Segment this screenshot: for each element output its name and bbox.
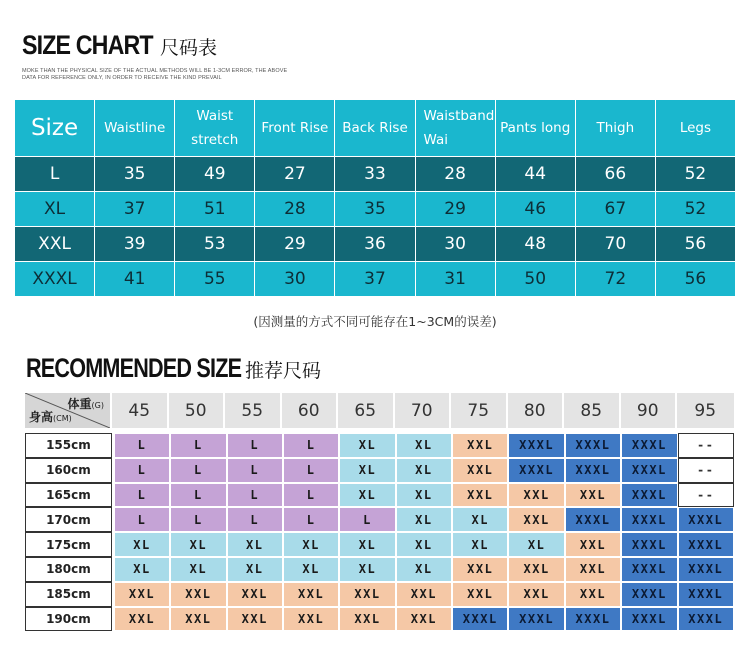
measurement-cell: 37	[95, 192, 175, 227]
size-label-cell: XXXL	[15, 262, 95, 297]
size-label-cell: L	[15, 157, 95, 192]
measurement-cell: 29	[415, 192, 495, 227]
recommended-size-cell: XXXL	[621, 458, 677, 483]
recommended-size-cell: XXXL	[508, 607, 564, 632]
measurement-cell: 72	[575, 262, 655, 297]
recommended-size-cell: XXL	[508, 507, 564, 532]
recommended-size-cell: XXL	[565, 582, 621, 607]
size-chart-title-cn: 尺码表	[160, 37, 218, 59]
header-thigh: Thigh	[575, 100, 655, 157]
recommended-size-cell: XL	[283, 557, 339, 582]
height-row-185cm	[25, 582, 734, 607]
weight-label-text: 体重	[67, 397, 92, 411]
recommended-size-cell: XXL	[508, 557, 564, 582]
recommended-size-cell: XL	[396, 557, 452, 582]
height-row-170cm	[25, 507, 734, 532]
recommended-size-cell: XXL	[452, 458, 508, 483]
height-row-155cm	[25, 433, 734, 458]
size-label-cell: XL	[15, 192, 95, 227]
recommended-size-cell: XL	[339, 532, 395, 557]
height-row-160cm	[25, 458, 734, 483]
recommended-size-cell: XXXL	[621, 433, 677, 458]
recommended-size-cell: L	[114, 433, 170, 458]
measurement-cell: 28	[415, 157, 495, 192]
recommended-size-cell: L	[170, 433, 226, 458]
recommended-size-cell: --	[678, 483, 734, 508]
recommended-size-cell: XXXL	[452, 607, 508, 632]
recommended-size-cell: XXL	[170, 607, 226, 632]
recommended-size-cell: XXXL	[565, 507, 621, 532]
recommended-size-cell: XXXL	[621, 607, 677, 632]
recommended-size-cell: XL	[339, 557, 395, 582]
height-row-190cm	[25, 607, 734, 632]
header-waist-stretch-text: Waist stretch	[191, 108, 239, 148]
recommended-size-cell: XXL	[339, 607, 395, 632]
recommended-size-cell: XXL	[283, 607, 339, 632]
recommended-size-cell: XL	[170, 532, 226, 557]
recommended-title-en: RECOMMENDED SIZE	[26, 353, 242, 383]
recommended-size-cell: L	[227, 483, 283, 508]
measurement-cell: 70	[575, 227, 655, 262]
measurement-cell: 44	[495, 157, 575, 192]
measurement-cell: 27	[255, 157, 335, 192]
size-chart-footnote: (因测量的方式不同可能存在1~3CM的误差)	[253, 314, 497, 329]
measurement-cell: 56	[655, 262, 735, 297]
height-cell: 170cm	[25, 507, 112, 532]
recommended-size-cell: XXL	[339, 582, 395, 607]
header-waistband	[415, 100, 495, 157]
weight-unit: (G)	[91, 401, 104, 410]
measurement-cell: 67	[575, 192, 655, 227]
weight-cell-65: 65	[338, 393, 395, 428]
recommended-size-cell: XXL	[114, 582, 170, 607]
recommended-size-cell: XL	[452, 532, 508, 557]
recommended-size-cell: L	[283, 458, 339, 483]
recommended-size-cell: L	[283, 507, 339, 532]
measurement-cell: 56	[655, 227, 735, 262]
recommended-size-cell: XXL	[227, 582, 283, 607]
recommended-size-cell: XXL	[396, 607, 452, 632]
measurement-cell: 30	[255, 262, 335, 297]
measurement-cell: 35	[95, 157, 175, 192]
recommended-size-cell: L	[227, 458, 283, 483]
height-row-180cm	[25, 557, 734, 582]
recommended-size-cell: XXL	[508, 582, 564, 607]
recommended-size-cell: XL	[508, 532, 564, 557]
recommended-size-cell: L	[283, 433, 339, 458]
recommended-size-cell: XXL	[283, 582, 339, 607]
recommended-size-cell: XL	[396, 532, 452, 557]
header-waistband-text: Waistband Wai	[423, 108, 495, 148]
recommended-size-cell: XL	[396, 433, 452, 458]
measurement-cell: 52	[655, 157, 735, 192]
recommended-title-cn: 推荐尺码	[245, 360, 322, 382]
recommended-size-cell: L	[170, 507, 226, 532]
recommended-size-cell: XL	[283, 532, 339, 557]
recommended-size-cell: XXXL	[621, 582, 677, 607]
measurement-cell: 50	[495, 262, 575, 297]
recommended-size-cell: XXXL	[621, 557, 677, 582]
height-cell: 180cm	[25, 557, 112, 582]
weight-cell-90: 90	[621, 393, 678, 428]
recommended-size-cell: XXXL	[678, 607, 734, 632]
size-chart-body	[15, 157, 736, 297]
measurement-cell: 37	[335, 262, 415, 297]
recommended-size-cell: XXL	[452, 433, 508, 458]
size-row-xxl	[15, 227, 736, 262]
recommended-size-cell: XXL	[396, 582, 452, 607]
weight-cell-75: 75	[451, 393, 508, 428]
header-waist-stretch	[175, 100, 255, 157]
recommended-size-cell: XXL	[170, 582, 226, 607]
size-chart-note: MOKE THAN THE PHYSICAL SIZE OF THE ACTUAL METHODS WILL BE 1-3CM ERROR, THE ABOVE DATA FOR REFERENCE ONLY, IN ORDER TO RECEIVE THE KIND PREVAIL	[22, 68, 288, 81]
measurement-cell: 28	[255, 192, 335, 227]
height-cell: 160cm	[25, 458, 112, 483]
height-cell: 190cm	[25, 607, 112, 632]
weight-cells	[112, 393, 734, 428]
recommended-size-cell: XXXL	[621, 507, 677, 532]
weight-cell-55: 55	[225, 393, 282, 428]
recommended-size-cell: L	[114, 507, 170, 532]
recommended-size-cell: --	[678, 433, 734, 458]
weight-cell-70: 70	[395, 393, 452, 428]
recommended-size-cell: XXL	[565, 557, 621, 582]
size-chart-table	[14, 99, 736, 297]
recommended-size-cell: L	[339, 507, 395, 532]
measurement-cell: 48	[495, 227, 575, 262]
recommended-size-cell: XL	[339, 433, 395, 458]
recommended-size-cell: XL	[396, 507, 452, 532]
measurement-cell: 36	[335, 227, 415, 262]
recommended-size-cell: XXL	[565, 532, 621, 557]
measurement-cell: 55	[175, 262, 255, 297]
recommended-size-cell: XL	[170, 557, 226, 582]
recommended-size-cell: XL	[396, 458, 452, 483]
height-row-165cm	[25, 483, 734, 508]
header-front-rise: Front Rise	[255, 100, 335, 157]
recommended-size-cell: XL	[339, 483, 395, 508]
recommended-size-cell: XXXL	[678, 532, 734, 557]
weight-cell-50: 50	[169, 393, 226, 428]
height-row-175cm	[25, 532, 734, 557]
header-back-rise: Back Rise	[335, 100, 415, 157]
size-row-l	[15, 157, 736, 192]
recommended-size-cell: XL	[114, 532, 170, 557]
weight-cell-80: 80	[508, 393, 565, 428]
recommended-size-cell: XXL	[452, 483, 508, 508]
height-cell: 185cm	[25, 582, 112, 607]
size-chart-title	[22, 30, 217, 70]
recommended-size-cell: XXL	[114, 607, 170, 632]
recommended-size-cell: XXXL	[678, 557, 734, 582]
recommended-size-cell: XXXL	[508, 458, 564, 483]
recommended-size-cell: L	[227, 507, 283, 532]
measurement-cell: 51	[175, 192, 255, 227]
measurement-cell: 49	[175, 157, 255, 192]
weight-header-row	[25, 393, 734, 428]
size-row-xxxl	[15, 262, 736, 297]
recommended-size-cell: XL	[114, 557, 170, 582]
measurement-cell: 41	[95, 262, 175, 297]
measurement-cell: 33	[335, 157, 415, 192]
measurement-cell: 31	[415, 262, 495, 297]
recommended-size-cell: L	[170, 483, 226, 508]
recommended-size-cell: XXXL	[565, 607, 621, 632]
recommendation-grid	[25, 433, 734, 631]
measurement-cell: 30	[415, 227, 495, 262]
size-label-cell: XXL	[15, 227, 95, 262]
weight-label	[68, 395, 104, 412]
measurement-cell: 52	[655, 192, 735, 227]
height-cell: 175cm	[25, 532, 112, 557]
recommended-size-cell: XXL	[227, 607, 283, 632]
height-label-text: 身高	[29, 410, 54, 424]
recommended-size-cell: XXL	[508, 483, 564, 508]
recommended-size-cell: XXL	[565, 483, 621, 508]
measurement-cell: 35	[335, 192, 415, 227]
recommended-size-cell: XXXL	[508, 433, 564, 458]
measurement-cell: 39	[95, 227, 175, 262]
recommended-size-cell: XL	[339, 458, 395, 483]
header-waistline: Waistline	[95, 100, 175, 157]
recommended-size-cell: XXXL	[678, 582, 734, 607]
size-chart-header-row	[15, 100, 736, 157]
measurement-cell: 29	[255, 227, 335, 262]
header-legs: Legs	[655, 100, 735, 157]
recommended-size-cell: XXXL	[565, 433, 621, 458]
recommended-size-cell: L	[227, 433, 283, 458]
recommended-size-cell: XL	[227, 532, 283, 557]
height-unit: (CM)	[53, 414, 72, 423]
size-chart-title-en: SIZE CHART	[22, 30, 153, 60]
recommended-size-cell: XXXL	[565, 458, 621, 483]
recommended-size-cell: XXXL	[621, 483, 677, 508]
weight-cell-60: 60	[282, 393, 339, 428]
height-cell: 165cm	[25, 483, 112, 508]
weight-cell-85: 85	[564, 393, 621, 428]
recommended-size-title	[26, 353, 321, 384]
height-cell: 155cm	[25, 433, 112, 458]
recommended-size-cell: XXL	[452, 582, 508, 607]
height-label	[29, 408, 72, 425]
recommended-size-cell: --	[678, 458, 734, 483]
recommended-size-cell: L	[114, 483, 170, 508]
recommended-size-cell: XL	[396, 483, 452, 508]
recommended-size-cell: L	[114, 458, 170, 483]
recommended-size-cell: XXXL	[678, 507, 734, 532]
measurement-cell: 46	[495, 192, 575, 227]
header-pants-long: Pants long	[495, 100, 575, 157]
recommended-size-cell: XL	[227, 557, 283, 582]
corner-cell	[25, 393, 112, 428]
measurement-cell: 66	[575, 157, 655, 192]
recommended-size-cell: XXXL	[621, 532, 677, 557]
recommended-size-cell: XL	[452, 507, 508, 532]
measurement-cell: 53	[175, 227, 255, 262]
recommended-size-cell: L	[170, 458, 226, 483]
weight-cell-45: 45	[112, 393, 169, 428]
recommended-size-cell: L	[283, 483, 339, 508]
header-size: Size	[15, 100, 95, 157]
weight-cell-95: 95	[677, 393, 734, 428]
recommended-size-cell: XXL	[452, 557, 508, 582]
size-row-xl	[15, 192, 736, 227]
